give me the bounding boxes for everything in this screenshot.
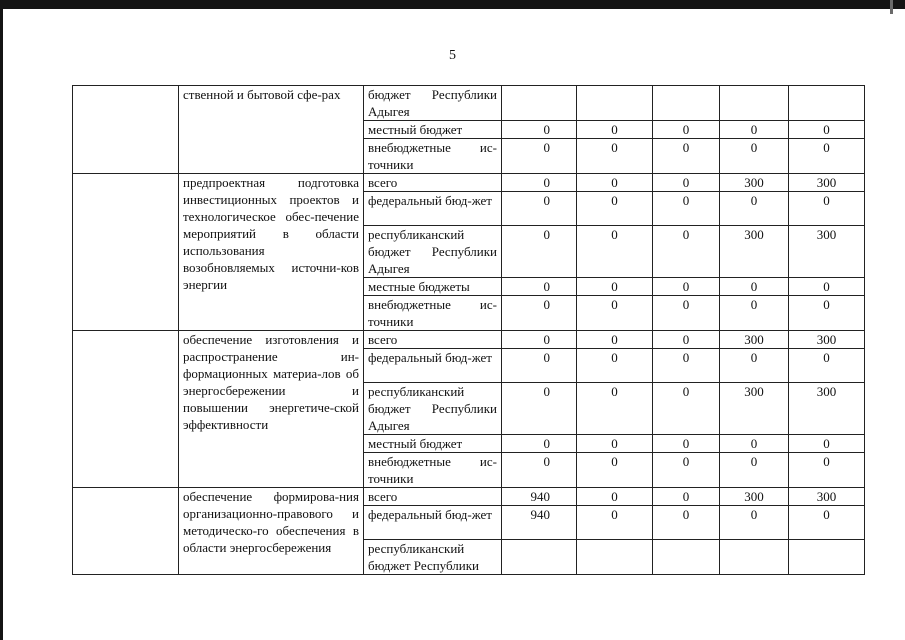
value-cell: 0 xyxy=(653,139,720,174)
scan-edge-right xyxy=(890,0,893,14)
value-cell xyxy=(502,540,577,575)
value-cell xyxy=(653,86,720,121)
value-cell: 0 xyxy=(789,121,865,139)
funding-source-cell: федеральный бюд-жет xyxy=(364,349,502,383)
value-cell: 0 xyxy=(789,349,865,383)
value-cell: 0 xyxy=(502,453,577,488)
value-cell: 0 xyxy=(720,453,789,488)
activity-cell: обеспечение формирова-ния организационно-правового и методическо-го обеспечения в области энергосбережения xyxy=(179,488,364,575)
value-cell: 0 xyxy=(577,192,653,226)
value-cell: 0 xyxy=(653,226,720,278)
table-row xyxy=(73,488,865,506)
value-cell: 300 xyxy=(789,488,865,506)
table-row xyxy=(73,174,865,192)
value-cell: 0 xyxy=(577,435,653,453)
funding-source-cell: местный бюджет xyxy=(364,435,502,453)
value-cell: 0 xyxy=(653,383,720,435)
value-cell: 300 xyxy=(720,226,789,278)
funding-source-cell: внебюджетные ис-точники xyxy=(364,453,502,488)
scan-edge-left xyxy=(0,0,3,640)
value-cell: 0 xyxy=(789,506,865,540)
value-cell: 0 xyxy=(577,488,653,506)
activity-cell: ственной и бытовой сфе-рах xyxy=(179,86,364,174)
value-cell: 300 xyxy=(720,383,789,435)
value-cell: 0 xyxy=(502,121,577,139)
value-cell: 0 xyxy=(653,488,720,506)
value-cell: 0 xyxy=(720,506,789,540)
value-cell: 0 xyxy=(577,453,653,488)
value-cell: 0 xyxy=(502,331,577,349)
value-cell: 0 xyxy=(720,435,789,453)
funding-source-cell: республиканский бюджет Республики Адыгея xyxy=(364,226,502,278)
value-cell: 0 xyxy=(653,453,720,488)
table-row xyxy=(73,86,865,121)
funding-source-cell: федеральный бюд-жет xyxy=(364,192,502,226)
value-cell: 940 xyxy=(502,506,577,540)
value-cell: 300 xyxy=(720,488,789,506)
value-cell: 0 xyxy=(577,349,653,383)
value-cell: 0 xyxy=(577,506,653,540)
value-cell: 0 xyxy=(789,296,865,331)
value-cell: 0 xyxy=(577,331,653,349)
scan-edge-top xyxy=(0,0,905,9)
value-cell: 0 xyxy=(502,349,577,383)
value-cell xyxy=(720,86,789,121)
value-cell xyxy=(577,86,653,121)
program-cell xyxy=(73,331,179,488)
value-cell: 0 xyxy=(502,296,577,331)
value-cell: 0 xyxy=(720,278,789,296)
funding-source-cell: местные бюджеты xyxy=(364,278,502,296)
value-cell: 0 xyxy=(577,121,653,139)
activity-cell: обеспечение изготовления и распространение ин-формационных материа-лов об энергосбережении и повышении энергетиче-ской эффективности xyxy=(179,331,364,488)
value-cell: 300 xyxy=(720,174,789,192)
value-cell: 0 xyxy=(789,435,865,453)
program-cell xyxy=(73,86,179,174)
value-cell: 300 xyxy=(789,331,865,349)
value-cell: 0 xyxy=(789,192,865,226)
value-cell: 0 xyxy=(720,296,789,331)
value-cell: 300 xyxy=(789,174,865,192)
value-cell: 0 xyxy=(653,296,720,331)
funding-source-cell: федеральный бюд-жет xyxy=(364,506,502,540)
value-cell: 0 xyxy=(577,174,653,192)
value-cell: 0 xyxy=(577,296,653,331)
value-cell xyxy=(502,86,577,121)
value-cell: 0 xyxy=(577,383,653,435)
table-row xyxy=(73,331,865,349)
value-cell: 0 xyxy=(502,278,577,296)
value-cell: 0 xyxy=(720,139,789,174)
funding-source-cell: внебюджетные ис-точники xyxy=(364,139,502,174)
value-cell: 0 xyxy=(789,453,865,488)
funding-source-cell: всего xyxy=(364,488,502,506)
value-cell: 0 xyxy=(502,192,577,226)
value-cell: 0 xyxy=(653,435,720,453)
funding-source-cell: республиканский бюджет Республики xyxy=(364,540,502,575)
funding-source-cell: всего xyxy=(364,174,502,192)
funding-source-cell: внебюджетные ис-точники xyxy=(364,296,502,331)
value-cell: 0 xyxy=(502,139,577,174)
value-cell: 0 xyxy=(653,349,720,383)
value-cell: 0 xyxy=(720,121,789,139)
value-cell: 300 xyxy=(789,383,865,435)
funding-source-cell: местный бюджет xyxy=(364,121,502,139)
value-cell: 0 xyxy=(653,506,720,540)
value-cell: 0 xyxy=(720,349,789,383)
value-cell: 0 xyxy=(577,278,653,296)
value-cell: 0 xyxy=(720,192,789,226)
value-cell: 0 xyxy=(502,174,577,192)
budget-table-body xyxy=(73,86,865,575)
funding-source-cell: всего xyxy=(364,331,502,349)
value-cell: 0 xyxy=(577,226,653,278)
value-cell: 0 xyxy=(502,226,577,278)
value-cell: 0 xyxy=(502,383,577,435)
program-cell xyxy=(73,174,179,331)
value-cell: 0 xyxy=(653,192,720,226)
value-cell: 0 xyxy=(653,331,720,349)
value-cell xyxy=(789,86,865,121)
value-cell: 300 xyxy=(720,331,789,349)
value-cell: 300 xyxy=(789,226,865,278)
value-cell xyxy=(577,540,653,575)
budget-table xyxy=(72,85,865,575)
value-cell: 0 xyxy=(789,139,865,174)
program-cell xyxy=(73,488,179,575)
activity-cell: предпроектная подготовка инвестиционных проектов и технологическое обес-печение мероприятий в области использования возобновляемых источни-ков энергии xyxy=(179,174,364,331)
value-cell: 0 xyxy=(789,278,865,296)
value-cell: 0 xyxy=(653,121,720,139)
funding-source-cell: бюджет Республики Адыгея xyxy=(364,86,502,121)
page-number: 5 xyxy=(449,48,456,63)
value-cell xyxy=(653,540,720,575)
value-cell: 0 xyxy=(653,174,720,192)
funding-source-cell: республиканский бюджет Республики Адыгея xyxy=(364,383,502,435)
value-cell xyxy=(789,540,865,575)
value-cell: 940 xyxy=(502,488,577,506)
value-cell: 0 xyxy=(502,435,577,453)
value-cell xyxy=(720,540,789,575)
value-cell: 0 xyxy=(577,139,653,174)
value-cell: 0 xyxy=(653,278,720,296)
